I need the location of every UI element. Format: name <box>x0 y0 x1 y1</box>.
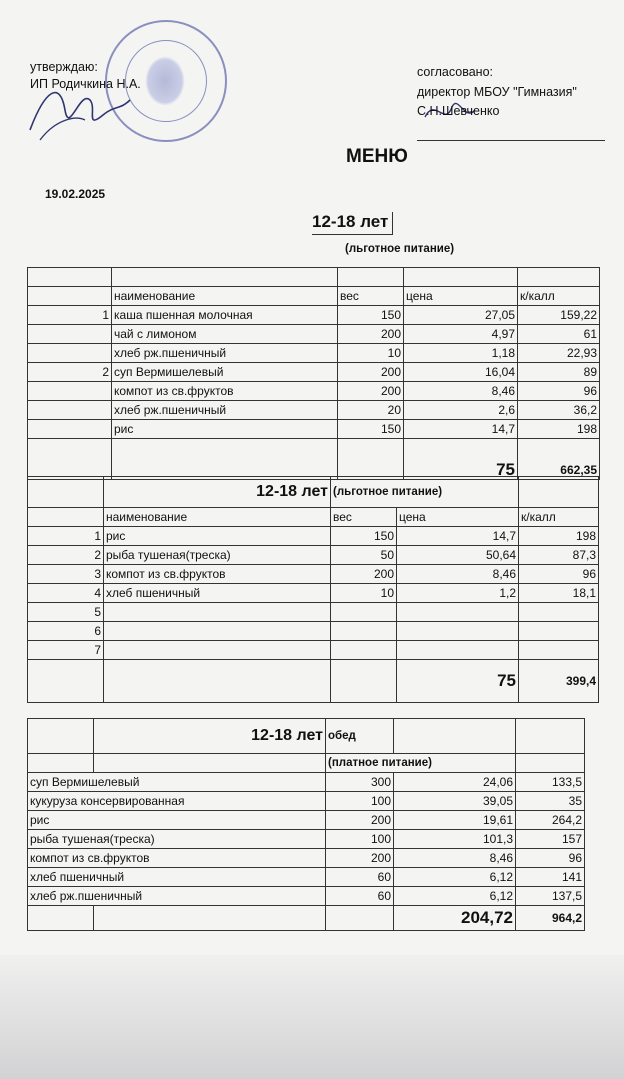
table-row: 1 рис 150 14,7 198 <box>28 527 599 546</box>
table-row: компот из св.фруктов 200 8,46 96 <box>28 849 585 868</box>
agreed-by: С.Н.Шевченко <box>417 104 500 118</box>
section2-age: 12-18 лет <box>104 477 331 508</box>
section3-meal: обед <box>326 719 394 754</box>
table-row <box>28 268 600 287</box>
table-row: 2 суп Вермишелевый 200 16,04 89 <box>28 363 600 382</box>
section2-type: (льготное питание) <box>331 477 519 508</box>
col-weight-header: вес <box>338 287 404 306</box>
col-price-header: цена <box>404 287 518 306</box>
approved-label: утверждаю: <box>30 60 98 74</box>
agreed-position: директор МБОУ "Гимназия" <box>417 85 577 99</box>
table-row: 2 рыба тушеная(треска) 50 50,64 87,3 <box>28 546 599 565</box>
table-row: суп Вермишелевый 300 24,06 133,5 <box>28 773 585 792</box>
total-kcal: 399,4 <box>519 660 599 703</box>
approved-by: ИП Родичкина Н.А. <box>30 77 141 91</box>
section3-title-row <box>28 719 585 754</box>
table-row: хлеб рж.пшеничный 10 1,18 22,93 <box>28 344 600 363</box>
table-total-row <box>28 906 585 931</box>
section3-type: (платное питание) <box>326 754 516 773</box>
total-price: 75 <box>397 660 519 703</box>
table-row: рис 200 19,61 264,2 <box>28 811 585 830</box>
menu-table-3 <box>27 718 585 931</box>
section1-type: (льготное питание) <box>345 243 455 255</box>
page-title: МЕНЮ <box>346 146 408 167</box>
agreed-label: согласовано: <box>417 65 493 79</box>
menu-date: 19.02.2025 <box>45 187 106 201</box>
table-row: хлеб рж.пшеничный 20 2,6 36,2 <box>28 401 600 420</box>
table-row: 5 <box>28 603 599 622</box>
table-row: рис 150 14,7 198 <box>28 420 600 439</box>
table-row: компот из св.фруктов 200 8,46 96 <box>28 382 600 401</box>
table-row: хлеб рж.пшеничный 60 6,12 137,5 <box>28 887 585 906</box>
eagle-emblem <box>145 56 185 106</box>
page-shadow <box>0 955 624 1079</box>
table-row: чай с лимоном 200 4,97 61 <box>28 325 600 344</box>
table-row: рыба тушеная(треска) 100 101,3 157 <box>28 830 585 849</box>
signature-line <box>417 140 605 141</box>
total-price: 75 <box>404 439 518 480</box>
total-kcal: 964,2 <box>516 906 585 931</box>
total-kcal: 662,35 <box>518 439 600 480</box>
table-total-row <box>28 660 599 703</box>
table-row: 4 хлеб пшеничный 10 1,2 18,1 <box>28 584 599 603</box>
section1-age: 12-18 лет <box>312 212 393 235</box>
section3-type-row <box>28 754 585 773</box>
table-row: 7 <box>28 641 599 660</box>
table-row: кукуруза консервированная 100 39,05 35 <box>28 792 585 811</box>
section3-age: 12-18 лет <box>94 719 326 754</box>
menu-table-2 <box>27 476 599 703</box>
col-name-header: наименование <box>112 287 338 306</box>
table-row: 6 <box>28 622 599 641</box>
section2-title-row <box>28 477 599 508</box>
table-row: хлеб пшеничный 60 6,12 141 <box>28 868 585 887</box>
total-price: 204,72 <box>394 906 516 931</box>
menu-table-1 <box>27 267 600 480</box>
table-header-row <box>28 287 600 306</box>
table-header-row: наименование вес цена к/калл <box>28 508 599 527</box>
table-total-row <box>28 439 600 480</box>
col-kcal-header: к/калл <box>518 287 600 306</box>
table-row: 1 каша пшенная молочная 150 27,05 159,22 <box>28 306 600 325</box>
table-row: 3 компот из св.фруктов 200 8,46 96 <box>28 565 599 584</box>
